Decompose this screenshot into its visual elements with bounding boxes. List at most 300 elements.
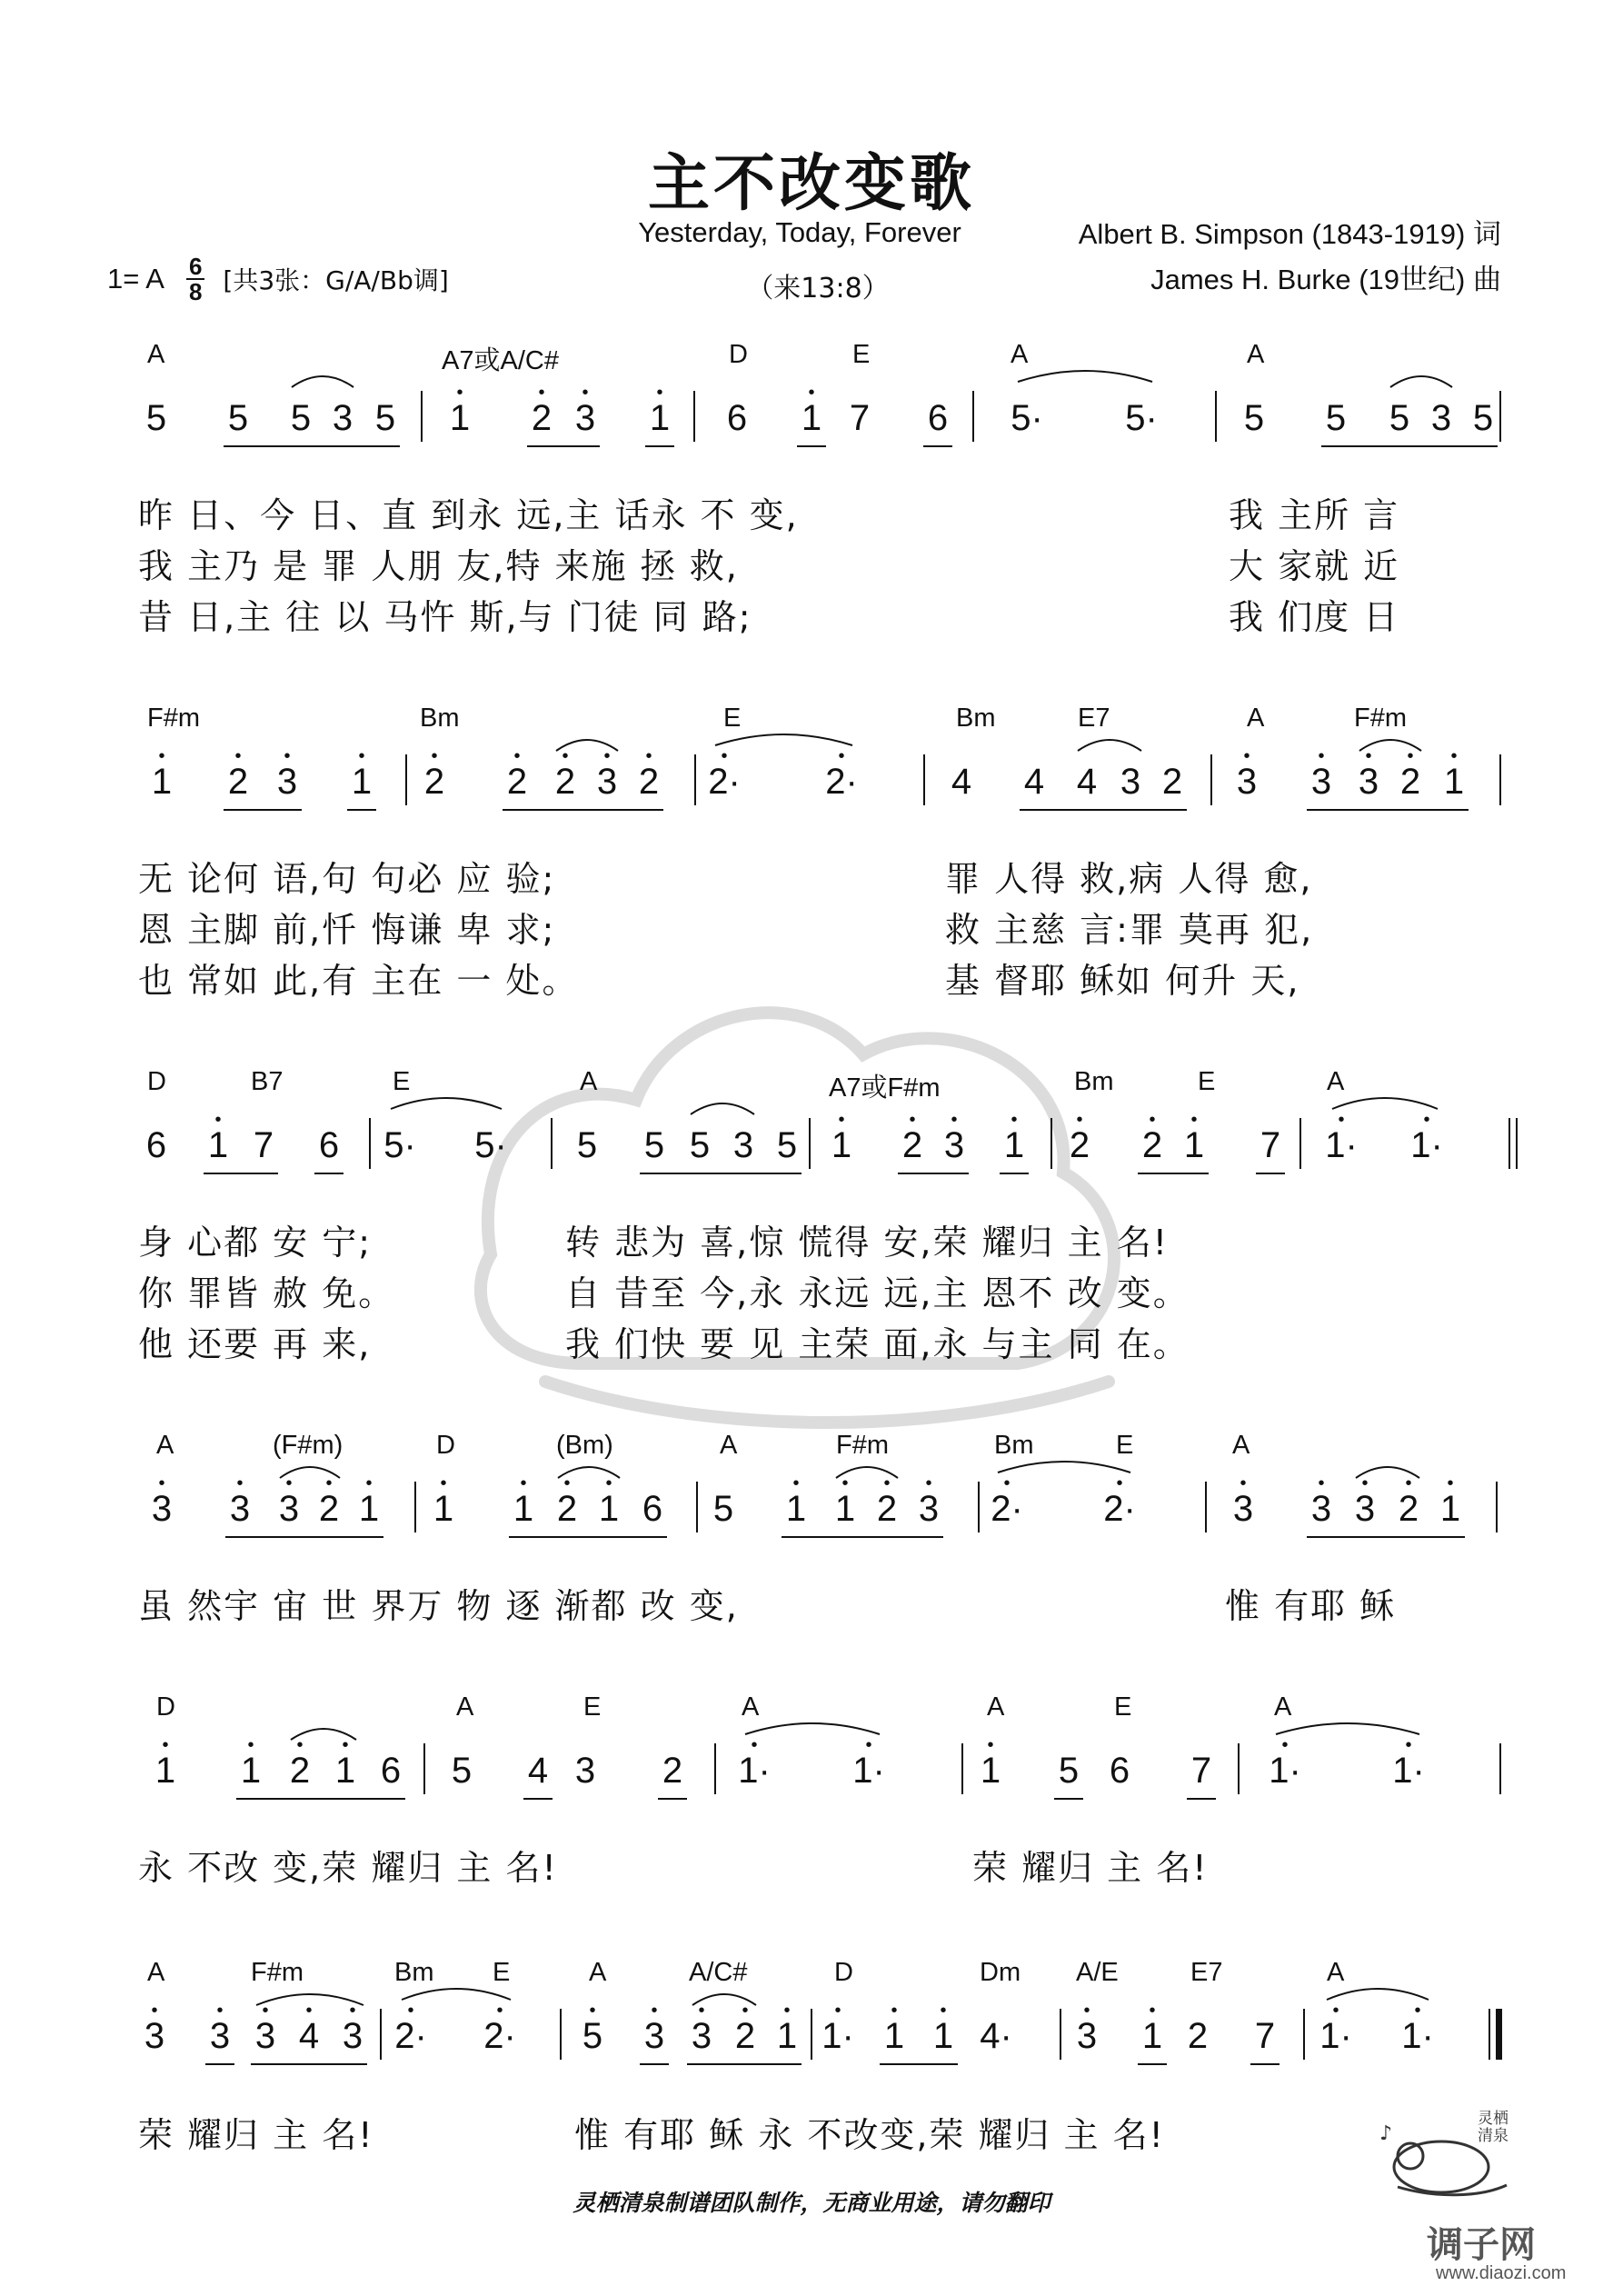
note-digit: 5 — [1058, 1751, 1080, 1791]
octave-dot — [1191, 1740, 1211, 1751]
octave-dot: • — [656, 383, 663, 403]
bar-line — [811, 2009, 812, 2060]
bar-line — [380, 2009, 382, 2060]
octave-dot: • — [721, 746, 728, 766]
composer-name: James H. Burke (19世纪) — [1150, 264, 1466, 295]
bar-line — [421, 391, 423, 442]
note — [1103, 1473, 1136, 1530]
bar-line — [1299, 1118, 1301, 1169]
note-digit: 5 — [1472, 398, 1494, 438]
chord-symbol: E7 — [1078, 704, 1110, 733]
note-digit: 1 — [980, 1751, 1001, 1791]
octave-dot — [577, 1114, 597, 1125]
octave-dot: • — [1407, 746, 1414, 766]
note-digit: 1· — [1401, 2016, 1434, 2056]
beam-underline — [204, 1173, 278, 1174]
beam-underline — [645, 445, 674, 447]
octave-dot — [662, 1740, 682, 1751]
note — [1399, 746, 1421, 803]
lyric-line: 他 还要 再 来, — [138, 1324, 372, 1364]
octave-dot — [1110, 1740, 1130, 1751]
note-digit: 5· — [383, 1125, 416, 1165]
octave-dot: • — [838, 1110, 845, 1130]
chord-symbol: A — [720, 1431, 738, 1460]
beam-underline — [503, 809, 663, 811]
octave-dot: • — [236, 1473, 244, 1493]
note — [596, 746, 618, 803]
note — [1310, 746, 1332, 803]
note — [1188, 2005, 1208, 2057]
note-digit: 1 — [513, 1489, 534, 1529]
octave-dot — [1326, 387, 1346, 398]
note — [691, 2001, 712, 2057]
octave-dot — [980, 2005, 1012, 2016]
octave-dot — [375, 387, 395, 398]
chord-symbol: A — [1327, 1067, 1345, 1096]
beam-underline — [1256, 1173, 1285, 1174]
octave-dot — [727, 387, 747, 398]
time-numerator: 6 — [186, 255, 204, 280]
note-digit: 1 — [649, 398, 671, 438]
slur-arc — [289, 1723, 358, 1742]
note — [1354, 1473, 1376, 1530]
note-digit: 1 — [834, 1489, 856, 1529]
lyric-line: 荣 耀归 主 名! — [972, 1848, 1209, 1888]
note — [951, 751, 971, 803]
beam-underline — [658, 1798, 687, 1800]
note-digit: 5 — [689, 1125, 711, 1165]
bar-line — [714, 1743, 716, 1794]
bar-line — [1303, 2009, 1305, 2060]
note-digit: 7 — [1190, 1751, 1212, 1791]
octave-dot: • — [1083, 2001, 1090, 2021]
octave-dot — [381, 1740, 401, 1751]
slur-arc — [1016, 365, 1154, 384]
beam-underline — [527, 445, 600, 447]
octave-dot: • — [162, 1735, 169, 1755]
note-digit: 6 — [726, 398, 748, 438]
beam-underline — [1307, 1536, 1465, 1538]
bar-line — [1499, 391, 1501, 442]
note — [1260, 1114, 1280, 1166]
chord-symbol: A7或A/C# — [442, 346, 559, 375]
note — [1110, 1740, 1130, 1792]
note — [662, 1740, 682, 1792]
octave-dot: • — [214, 1110, 222, 1130]
beam-underline — [1020, 809, 1187, 811]
note-digit: 2· — [1103, 1489, 1136, 1529]
octave-dot — [383, 1114, 416, 1125]
key-label: 1= A — [107, 263, 164, 294]
octave-dot — [1255, 2005, 1275, 2016]
chord-symbol: D — [729, 340, 748, 369]
octave-dot: • — [698, 2001, 705, 2021]
octave-dot: • — [285, 1473, 293, 1493]
octave-dot: • — [358, 746, 365, 766]
bar-line — [1050, 1118, 1052, 1169]
note-digit: 3 — [643, 2016, 665, 2056]
octave-dot: • — [407, 2001, 414, 2021]
note-digit: 7 — [849, 398, 871, 438]
note — [777, 1114, 797, 1166]
note — [834, 1473, 856, 1530]
note — [151, 746, 173, 803]
note — [483, 2001, 516, 2057]
note — [1125, 387, 1158, 439]
chord-symbol: A — [580, 1067, 598, 1096]
beam-underline — [1250, 2063, 1279, 2065]
octave-dot: • — [841, 1473, 849, 1493]
chord-symbol: (F#m) — [273, 1431, 344, 1460]
octave-dot: • — [349, 2001, 356, 2021]
bar-line — [1060, 2009, 1061, 2060]
note-digit: 2 — [554, 762, 576, 802]
chord-symbol: A — [156, 1431, 174, 1460]
chord-symbol: Bm — [956, 704, 996, 733]
octave-dot: • — [1116, 1473, 1123, 1493]
note — [1183, 1110, 1205, 1166]
octave-dot: • — [1332, 2001, 1339, 2021]
octave-dot — [1260, 1114, 1280, 1125]
note — [1319, 2001, 1352, 2057]
octave-dot: • — [305, 2001, 313, 2021]
note-digit: 1 — [207, 1125, 229, 1165]
octave-dot — [146, 1114, 166, 1125]
note — [342, 2001, 363, 2057]
octave-dot: • — [1318, 746, 1325, 766]
bar-line — [1205, 1482, 1207, 1532]
note — [209, 2001, 231, 2057]
bar-line — [1496, 1482, 1498, 1532]
note-digit: 6 — [1109, 1751, 1130, 1791]
octave-dot — [319, 1114, 339, 1125]
note-digit: 1· — [1392, 1751, 1425, 1791]
octave-dot: • — [563, 1473, 571, 1493]
lyric-line: 虽 然宇 宙 世 界万 物 逐 渐都 改 变, — [138, 1586, 739, 1626]
bar-line — [923, 754, 925, 805]
bar-line — [1499, 754, 1501, 805]
chord-symbol: D — [436, 1431, 455, 1460]
slur-arc — [1389, 371, 1454, 389]
note — [582, 2001, 603, 2057]
slur-arc — [713, 729, 854, 747]
chord-symbol: A/E — [1076, 1958, 1119, 1987]
note — [240, 1735, 262, 1792]
lyric-line: 我 主乃 是 罪 人朋 友,特 来施 拯 救, — [138, 546, 739, 586]
beam-underline — [923, 445, 952, 447]
octave-dot: • — [216, 2001, 224, 2021]
beam-underline — [251, 2063, 367, 2065]
chord-symbol: E — [1116, 1431, 1134, 1460]
note-digit: 3 — [332, 398, 353, 438]
note-digit: 3 — [276, 762, 298, 802]
octave-dot: • — [1003, 1473, 1011, 1493]
octave-dot: • — [742, 2001, 749, 2021]
lyric-line: 你 罪皆 赦 免。 — [138, 1273, 395, 1313]
note-digit: 6 — [145, 1125, 167, 1165]
note — [358, 1473, 380, 1530]
note-digit: 7 — [1260, 1125, 1281, 1165]
note — [831, 1110, 852, 1166]
octave-dot — [1162, 751, 1182, 762]
note-digit: 2 — [318, 1489, 340, 1529]
site-url: www.diaozi.com — [1436, 2263, 1567, 2283]
note-digit: 1· — [1269, 1751, 1301, 1791]
note — [1255, 2005, 1275, 2057]
octave-dot: • — [751, 1735, 758, 1755]
note — [980, 2005, 1012, 2057]
note-digit: 5 — [227, 398, 249, 438]
lyric-line: 惟 有耶 稣 — [1225, 1586, 1397, 1626]
note-digit: 5 — [145, 398, 167, 438]
note — [1059, 1740, 1079, 1792]
note-digit: 1 — [883, 2016, 905, 2056]
octave-dot: • — [1361, 1473, 1369, 1493]
slur-arc — [743, 1718, 881, 1736]
note-digit: 2 — [876, 1489, 898, 1529]
octave-dot: • — [1318, 1473, 1325, 1493]
beam-underline — [347, 809, 376, 811]
octave-dot: • — [792, 1473, 800, 1493]
beam-underline — [236, 1798, 405, 1800]
english-title: Yesterday, Today, Forever — [638, 216, 961, 248]
note-digit: 6 — [380, 1751, 402, 1791]
note-digit: 2 — [662, 1751, 683, 1791]
bar-line — [972, 391, 974, 442]
chord-symbol: A — [456, 1692, 474, 1722]
octave-dot — [1024, 751, 1044, 762]
note — [932, 2001, 954, 2057]
chord-symbol: E — [852, 340, 871, 369]
note — [1392, 1735, 1425, 1792]
note — [318, 1473, 340, 1530]
chord-symbol: F#m — [836, 1431, 889, 1460]
note-digit: 1· — [738, 1751, 771, 1791]
lyric-line: 身 心都 安 宁; — [138, 1223, 373, 1263]
note — [291, 387, 311, 439]
note — [1310, 1473, 1332, 1530]
note-digit: 3 — [1354, 1489, 1376, 1529]
octave-dot: • — [1281, 1735, 1289, 1755]
note — [229, 1473, 251, 1530]
note — [1024, 751, 1044, 803]
note-digit: 2· — [394, 2016, 427, 2056]
logo-stamp: 灵栖清泉 — [1478, 2110, 1508, 2145]
octave-dot: • — [951, 1110, 958, 1130]
note — [801, 383, 822, 439]
note-digit: 1 — [801, 398, 822, 438]
composer-credit — [1150, 256, 1501, 297]
note — [381, 1740, 401, 1792]
note — [644, 1114, 664, 1166]
note-digit: 2 — [289, 1751, 311, 1791]
note — [146, 387, 166, 439]
site-name: 调子网 — [1427, 2224, 1536, 2266]
note-digit: 2 — [1187, 2016, 1209, 2056]
note-digit: 4· — [980, 2016, 1012, 2056]
slur-arc — [1330, 1093, 1439, 1111]
beam-underline — [1307, 809, 1469, 811]
note-digit: 1· — [1319, 2016, 1352, 2056]
octave-dot: • — [1365, 746, 1372, 766]
chord-symbol: E — [1114, 1692, 1132, 1722]
time-signature — [186, 255, 204, 304]
octave-dot: • — [808, 383, 815, 403]
octave-dot: • — [605, 1473, 612, 1493]
note-digit: 3 — [1232, 1489, 1254, 1529]
song-title: 主不改变歌 — [647, 148, 975, 220]
note-digit: 1· — [1410, 1125, 1443, 1165]
final-bar-line — [1496, 2009, 1502, 2060]
octave-dot: • — [987, 1735, 994, 1755]
note — [276, 746, 298, 803]
octave-dot — [528, 1740, 548, 1751]
note-digit: 2 — [423, 762, 445, 802]
bar-line — [961, 1743, 963, 1794]
lyric-line: 转 悲为 喜,惊 慌得 安,荣 耀归 主 名! — [565, 1223, 1169, 1263]
beam-underline — [1138, 1173, 1209, 1174]
octave-dot — [1244, 387, 1264, 398]
beam-underline — [782, 1536, 943, 1538]
note-digit: 1 — [151, 762, 173, 802]
beam-underline — [687, 2063, 802, 2065]
beam-underline — [224, 445, 400, 447]
octave-dot — [928, 387, 948, 398]
beam-underline — [1138, 2063, 1167, 2065]
chord-symbol: A — [1247, 340, 1265, 369]
note-digit: 3 — [732, 1125, 754, 1165]
bar-line — [369, 1118, 371, 1169]
octave-dot: • — [1011, 1110, 1018, 1130]
note — [513, 1473, 534, 1530]
octave-dot: • — [247, 1735, 254, 1755]
note-digit: 2 — [734, 2016, 756, 2056]
note — [528, 1740, 548, 1792]
note-digit: 6 — [927, 398, 949, 438]
double-bar-line — [1516, 1118, 1518, 1169]
chord-symbol: A — [1232, 1431, 1250, 1460]
bar-line — [1508, 1118, 1510, 1169]
octave-dot: • — [1190, 1110, 1198, 1130]
lyric-line: 我 主所 言 — [1229, 495, 1400, 535]
lyric-line: 荣 耀归 主 名! — [138, 2115, 374, 2155]
octave-dot — [713, 1478, 733, 1489]
note — [1401, 2001, 1434, 2057]
note-digit: 3 — [943, 1125, 965, 1165]
chord-symbol: A7或F#m — [829, 1073, 941, 1103]
note-digit: 1 — [358, 1489, 380, 1529]
note — [1439, 1473, 1461, 1530]
note — [1473, 387, 1493, 439]
beam-underline — [1321, 445, 1498, 447]
slur-arc — [689, 1098, 756, 1116]
note — [776, 2001, 798, 2057]
lyricist-role: 词 — [1473, 218, 1501, 251]
note — [1003, 1110, 1025, 1166]
note-digit: 1 — [785, 1489, 807, 1529]
lyric-line: 自 昔至 今,永 永远 远,主 恩不 改 变。 — [565, 1273, 1190, 1313]
octave-dot: • — [1405, 1473, 1412, 1493]
octave-dot: • — [158, 746, 165, 766]
bar-line — [1210, 754, 1212, 805]
chord-symbol: Bm — [394, 1958, 434, 1987]
octave-dot: • — [891, 2001, 898, 2021]
note — [643, 2001, 665, 2057]
chord-symbol: Dm — [980, 1958, 1021, 1987]
note — [1077, 751, 1097, 803]
bar-line — [560, 2009, 562, 2060]
octave-dot: • — [1149, 2001, 1156, 2021]
note-digit: 1 — [932, 2016, 954, 2056]
sheet-note: [共3张：G/A/Bb调] — [223, 265, 449, 295]
note-digit: 5 — [290, 398, 312, 438]
octave-dot — [1188, 2005, 1208, 2016]
beam-underline — [898, 1173, 969, 1174]
slur-arc — [1358, 734, 1423, 753]
octave-dot: • — [456, 383, 463, 403]
octave-dot — [254, 1114, 274, 1125]
note — [928, 387, 948, 439]
note-digit: 7 — [253, 1125, 274, 1165]
note-digit: 6 — [642, 1489, 663, 1529]
note — [734, 2001, 756, 2057]
lyric-line: 惟 有耶 稣 永 不改变,荣 耀归 主 名! — [574, 2115, 1165, 2155]
scripture-reference: （来13:8） — [746, 273, 890, 304]
bar-line — [978, 1482, 980, 1532]
octave-dot: • — [296, 1735, 304, 1755]
note — [1069, 1110, 1090, 1166]
chord-symbol: A — [1274, 1692, 1292, 1722]
octave-dot: • — [925, 1473, 932, 1493]
slur-arc — [996, 1456, 1132, 1474]
chord-symbol: E — [393, 1067, 411, 1096]
slur-arc — [290, 371, 355, 389]
note-digit: 4 — [298, 2016, 320, 2056]
chord-symbol: F#m — [147, 704, 200, 733]
beam-underline — [640, 1173, 802, 1174]
octave-dot: • — [940, 2001, 947, 2021]
note-digit: 2· — [825, 762, 858, 802]
slur-arc — [1274, 1718, 1421, 1736]
beam-underline — [1054, 1798, 1083, 1800]
beam-underline — [509, 1536, 667, 1538]
note — [1326, 387, 1346, 439]
chord-symbol: E7 — [1190, 1958, 1223, 1987]
note-digit: 2· — [991, 1489, 1023, 1529]
note — [394, 2001, 427, 2057]
note-digit: 2 — [638, 762, 660, 802]
slur-arc — [389, 1093, 503, 1111]
note — [876, 1473, 898, 1530]
octave-dot — [1011, 387, 1043, 398]
note-digit: 1 — [351, 762, 373, 802]
octave-dot: • — [783, 2001, 791, 2021]
note — [383, 1114, 416, 1166]
note — [146, 1114, 166, 1166]
octave-dot: • — [440, 1473, 447, 1493]
octave-dot: • — [342, 1735, 349, 1755]
note — [1120, 751, 1140, 803]
octave-dot: • — [431, 746, 438, 766]
chord-symbol: Bm — [420, 704, 460, 733]
note — [1141, 1110, 1163, 1166]
octave-dot: • — [603, 746, 611, 766]
bar-line — [423, 1743, 425, 1794]
note-digit: 3 — [574, 1751, 596, 1791]
octave-dot — [1473, 387, 1493, 398]
note-digit: 1· — [852, 1751, 885, 1791]
note — [554, 746, 576, 803]
